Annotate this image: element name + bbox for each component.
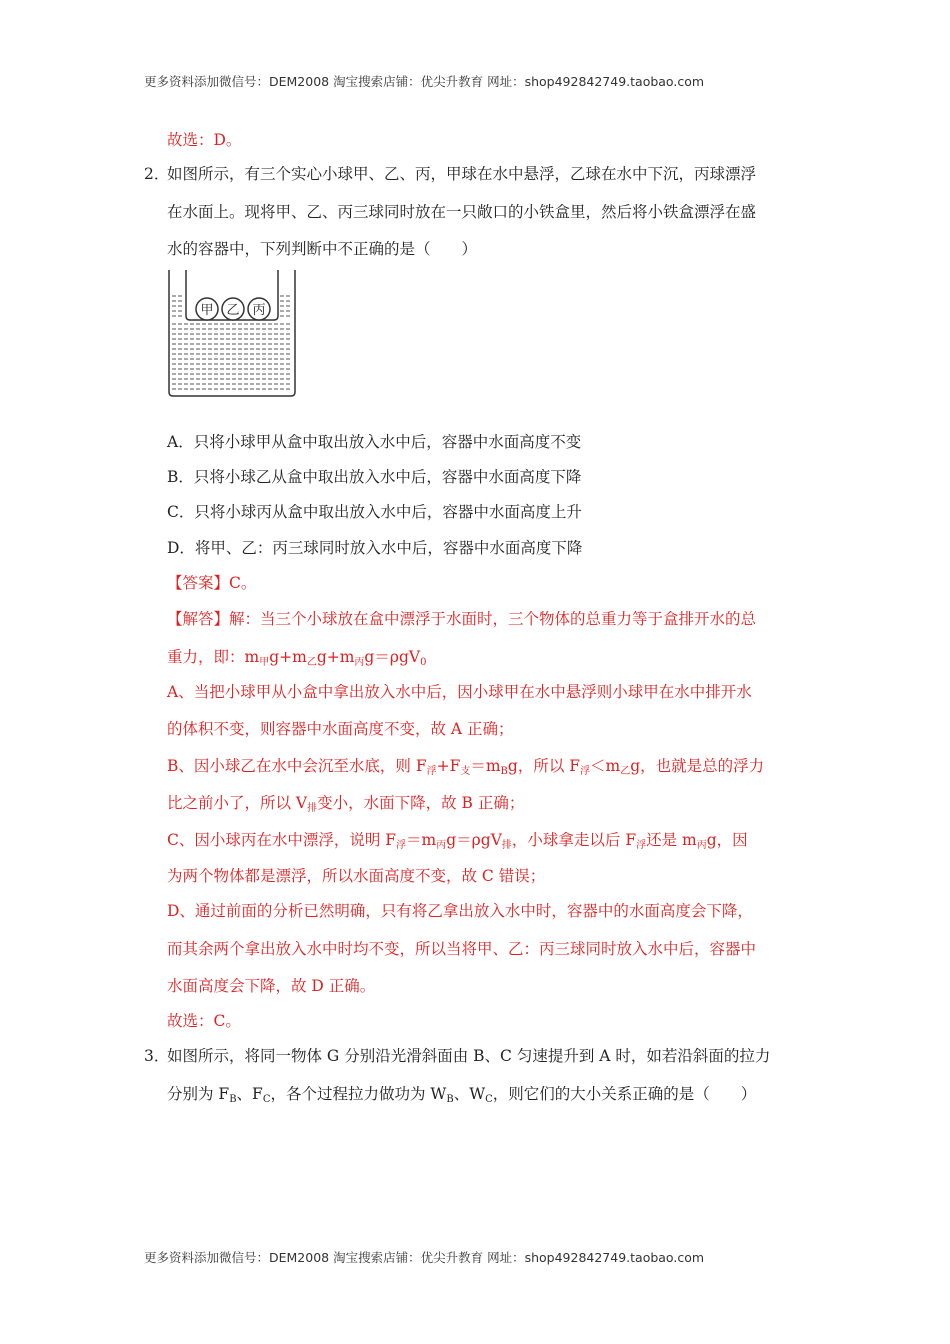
page-header: 更多资料添加微信号：DEM2008 淘宝搜索店铺：优尖升教育 网址：shop492842749.taobao.com [144,74,705,89]
q3-stem-line-1: 如图所示，将同一物体 G 分别沿光滑斜面由 B、C 匀速提升到 A 时，如若沿斜面的拉力 [167,1047,771,1065]
ball-label-yi: 乙 [226,303,240,318]
q2-answer: 【答案】C。 [167,574,257,592]
q2-stem-line-2: 在水面上。现将甲、乙、丙三球同时放在一只敞口的小铁盒里，然后将小铁盒漂浮在盛 [167,203,757,221]
q2-option-d: D．将甲、乙：丙三球同时放入水中后，容器中水面高度下降 [167,539,583,557]
ball-label-jia: 甲 [200,303,214,318]
q2-conclusion: 故选：C。 [167,1012,241,1030]
q2-analysis-d-2: 而其余两个拿出放入水中时均不变，所以当将甲、乙：丙三球同时放入水中后，容器中 [167,940,757,958]
q2-analysis-line-2: 重力，即：$m_甲g+m_乙g+m_丙g=\rho gV_0$ [167,648,427,668]
container-walls [169,270,295,396]
previous-conclusion: 故选：D。 [167,131,242,149]
q3-number: 3． [144,1047,170,1065]
ball-label-bing: 丙 [252,303,266,318]
q2-option-c: C．只将小球丙从盒中取出放入水中后，容器中水面高度上升 [167,503,582,521]
q2-analysis-line-1: 【解答】解：当三个小球放在盒中漂浮于水面时，三个物体的总重力等于盒排开水的总 [167,610,757,628]
q2-stem-line-1: 如图所示，有三个实心小球甲、乙、丙，甲球在水中悬浮，乙球在水中下沉，丙球漂浮 [167,165,757,183]
q2-option-b: B．只将小球乙从盒中取出放入水中后，容器中水面高度下降 [167,468,582,486]
container-figure [166,270,298,398]
q2-analysis-c-2: 为两个物体都是漂浮，所以水面高度不变，故 C 错误； [167,867,546,885]
q2-number: 2． [144,165,170,183]
q2-option-a: A．只将小球甲从盒中取出放入水中后，容器中水面高度不变 [167,433,582,451]
q2-stem-line-3: 水的容器中，下列判断中不正确的是（ ） [167,240,478,258]
q2-analysis-b-1: B、因小球乙在水中会沉至水底，则 $F_浮+F_支=m_Bg$，所以 $F_浮<m_乙g$，也就是总的浮力 [167,757,765,777]
q2-analysis-d-1: D、通过前面的分析已然明确，只有将乙拿出放入水中时，容器中的水面高度会下降， [167,902,753,920]
q2-analysis-a-1: A、当把小球甲从小盒中拿出放入水中后，因小球甲在水中悬浮则小球甲在水中排开水 [167,683,752,701]
q3-stem-line-2: 分别为 $F_B$、$F_C$，各个过程拉力做功为 $W_B$、$W_C$，则它们的大小关系正确的是（ ） [167,1085,757,1105]
page-footer: 更多资料添加微信号：DEM2008 淘宝搜索店铺：优尖升教育 网址：shop492842749.taobao.com [144,1250,705,1265]
q2-analysis-a-2: 的体积不变，则容器中水面高度不变，故 A 正确； [167,720,514,738]
q2-analysis-c-1: C、因小球丙在水中漂浮，说明 $F_浮=m_丙g=\rho gV_排$，小球拿走以后 $F_浮$还是 $m_丙g$，因 [167,831,748,851]
q2-analysis-d-3: 水面高度会下降，故 D 正确。 [167,977,376,995]
q2-analysis-b-2: 比之前小了，所以 $V_排$变小，水面下降，故 B 正确； [167,794,525,814]
